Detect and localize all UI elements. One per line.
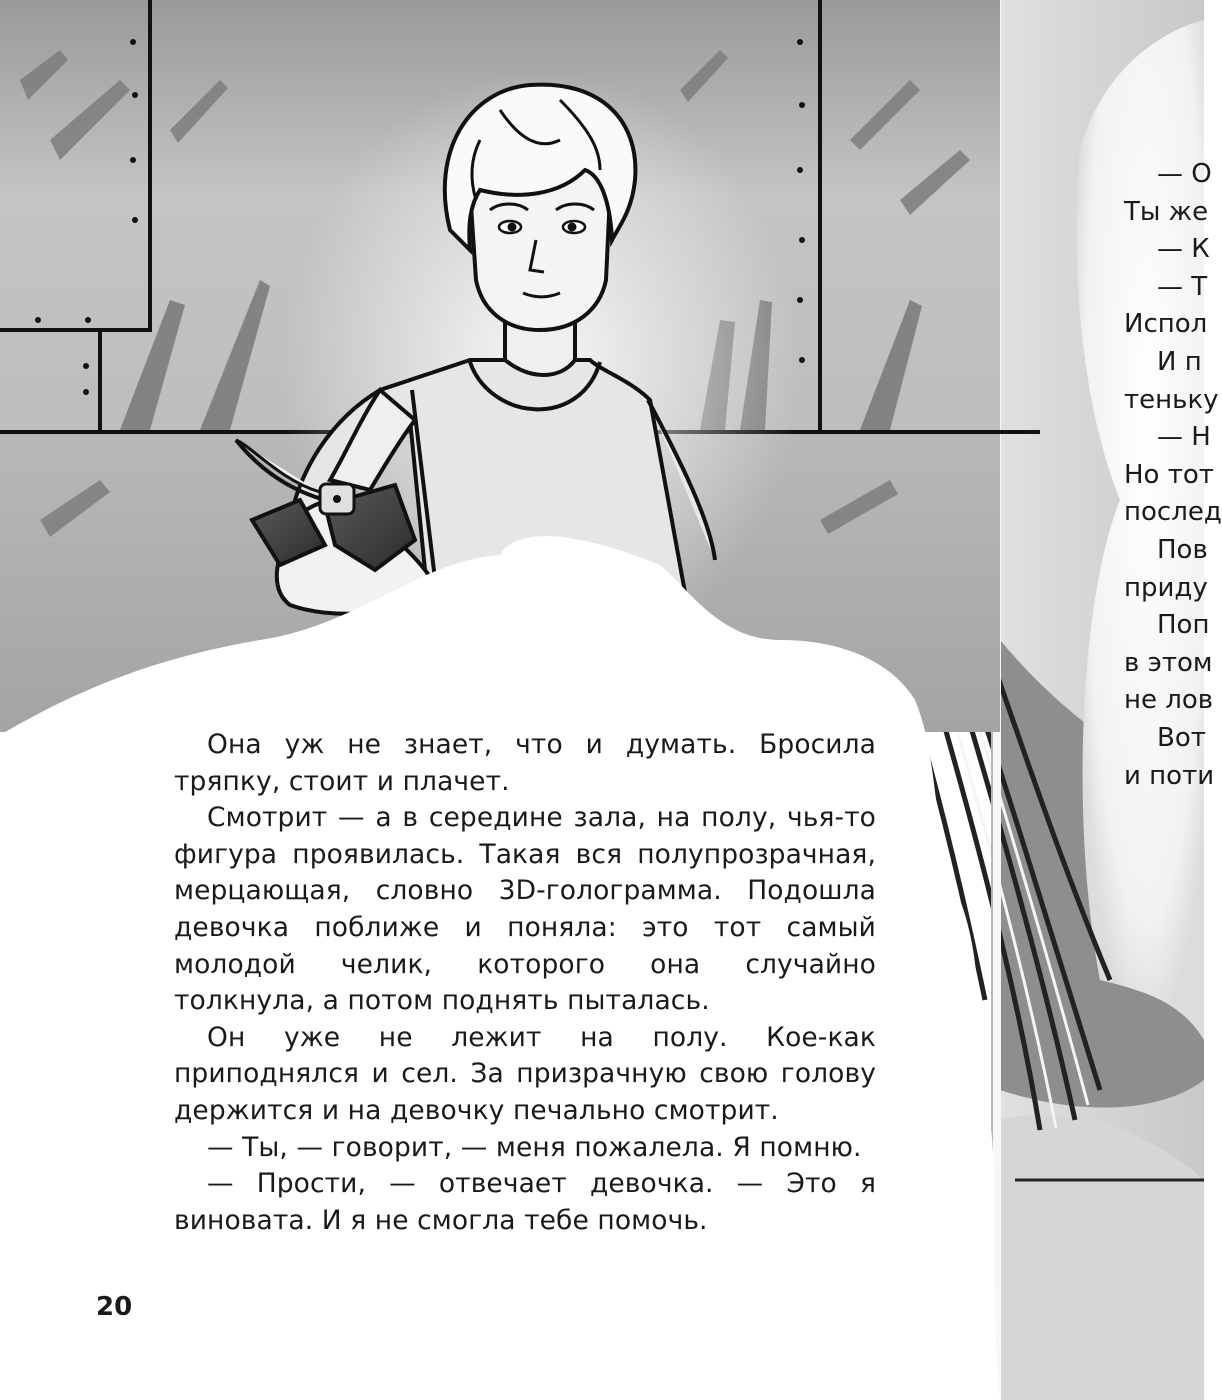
- text-line: и поти: [1124, 760, 1215, 791]
- paragraph: Она уж не знает, что и думать. Бросила тряпку, стоит и плачет.: [174, 729, 876, 797]
- text-line: — О: [1157, 159, 1212, 189]
- text-line: И п: [1157, 346, 1202, 377]
- dialogue-line: — Ты, — говорит, — меня пожалела. Я помню.: [207, 1131, 862, 1163]
- paragraph: Он уже не лежит на полу. Кое-как приподнялся и сел. За призрачную свою голову держится и на девочку печально смотрит.: [174, 1021, 876, 1126]
- dialogue-line: — Прости, — отвечает девочка. — Это я виновата. И я не смогла тебе помочь.: [174, 1168, 876, 1236]
- text-line: Но тот: [1124, 459, 1214, 490]
- right-page-text: [1124, 156, 1222, 795]
- text-line: Вот: [1157, 722, 1206, 753]
- text-line: — Т: [1157, 271, 1208, 302]
- text-line: послед: [1124, 497, 1222, 528]
- paragraph: Смотрит — а в середине зала, на полу, чья-то фигура проявилась. Такая вся полупрозрачная, мерцающая, словно 3D-голограмма. Подошла девочка поближе и поняла: это тот самый молодой челик, которого она случайно толкнула, а потом поднять пыталась.: [174, 802, 876, 1017]
- text-line: приду: [1124, 572, 1208, 603]
- text-line: Испол: [1124, 309, 1208, 340]
- text-line: не лов: [1124, 685, 1214, 716]
- text-line: теньку: [1124, 384, 1219, 415]
- story-text: [174, 727, 876, 1239]
- text-line: Пов: [1157, 534, 1208, 565]
- page-number: 20: [96, 1292, 133, 1322]
- text-line: — Н: [1157, 422, 1211, 453]
- text-line: в этом: [1124, 647, 1213, 678]
- text-line: Поп: [1157, 610, 1210, 641]
- text-line: Ты же: [1124, 196, 1209, 227]
- text-line: — К: [1157, 234, 1210, 265]
